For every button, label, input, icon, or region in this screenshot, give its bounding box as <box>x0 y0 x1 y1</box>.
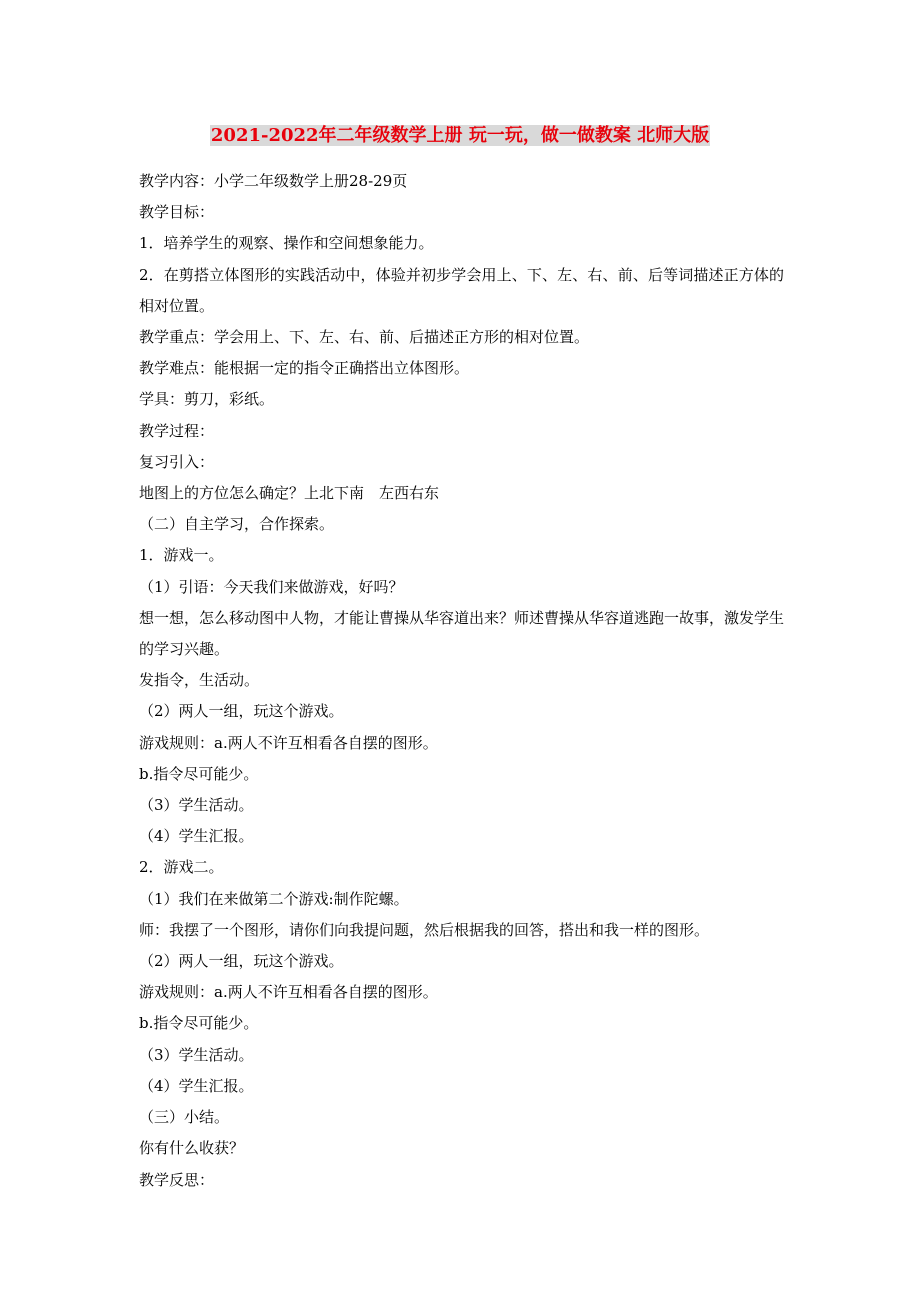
document-title-text: 2021-2022年二年级数学上册 玩一玩，做一做教案 北师大版 <box>210 125 710 146</box>
paragraph: 游戏规则：a.两人不许互相看各自摆的图形。 <box>139 733 438 752</box>
paragraph: 2．游戏二。 <box>139 858 224 877</box>
document-body <box>139 166 784 1196</box>
paragraph: 2．在剪搭立体图形的实践活动中，体验并初步学会用上、下、左、右、前、后等词描述正方体的相对位置。 <box>139 265 784 315</box>
paragraph: 教学反思： <box>139 1170 215 1189</box>
paragraph: 教学重点：学会用上、下、左、右、前、后描述正方形的相对位置。 <box>139 328 590 347</box>
paragraph: （3）学生活动。 <box>139 796 254 815</box>
paragraph: （二）自主学习，合作探索。 <box>139 515 335 534</box>
paragraph: 想一想，怎么移动图中人物，才能让曹操从华容道出来？师述曹操从华容道逃跑一故事，激发学生的学习兴趣。 <box>139 608 785 659</box>
paragraph: 师：我摆了一个图形，请你们向我提问题，然后根据我的回答，搭出和我一样的图形。 <box>139 920 710 939</box>
document-title <box>0 122 920 150</box>
paragraph: 教学目标： <box>139 203 215 222</box>
paragraph: （4）学生汇报。 <box>139 827 254 846</box>
paragraph: 教学难点：能根据一定的指令正确搭出立体图形。 <box>139 359 470 378</box>
paragraph: （1）引语：今天我们来做游戏，好吗？ <box>139 577 404 596</box>
paragraph: 1．培养学生的观察、操作和空间想象能力。 <box>139 234 434 253</box>
paragraph: （2）两人一组，玩这个游戏。 <box>139 702 344 721</box>
paragraph: 游戏规则：a.两人不许互相看各自摆的图形。 <box>139 983 438 1002</box>
paragraph: 1．游戏一。 <box>139 546 224 565</box>
paragraph: （3）学生活动。 <box>139 1045 254 1064</box>
paragraph: （1）我们在来做第二个游戏:制作陀螺。 <box>139 889 409 908</box>
paragraph: 你有什么收获？ <box>139 1139 245 1158</box>
paragraph: b.指令尽可能少。 <box>139 1014 259 1033</box>
paragraph: 地图上的方位怎么确定？上北下南 左西右东 <box>139 484 440 503</box>
paragraph: 学具：剪刀，彩纸。 <box>139 390 275 409</box>
paragraph: （4）学生汇报。 <box>139 1076 254 1095</box>
paragraph: （2）两人一组，玩这个游戏。 <box>139 952 344 971</box>
paragraph: 教学过程： <box>139 421 215 440</box>
paragraph: b.指令尽可能少。 <box>139 764 259 783</box>
paragraph: 发指令，生活动。 <box>139 671 260 690</box>
paragraph: （三）小结。 <box>139 1108 230 1127</box>
paragraph: 复习引入： <box>139 452 215 471</box>
paragraph: 教学内容：小学二年级数学上册28-29页 <box>139 172 408 190</box>
